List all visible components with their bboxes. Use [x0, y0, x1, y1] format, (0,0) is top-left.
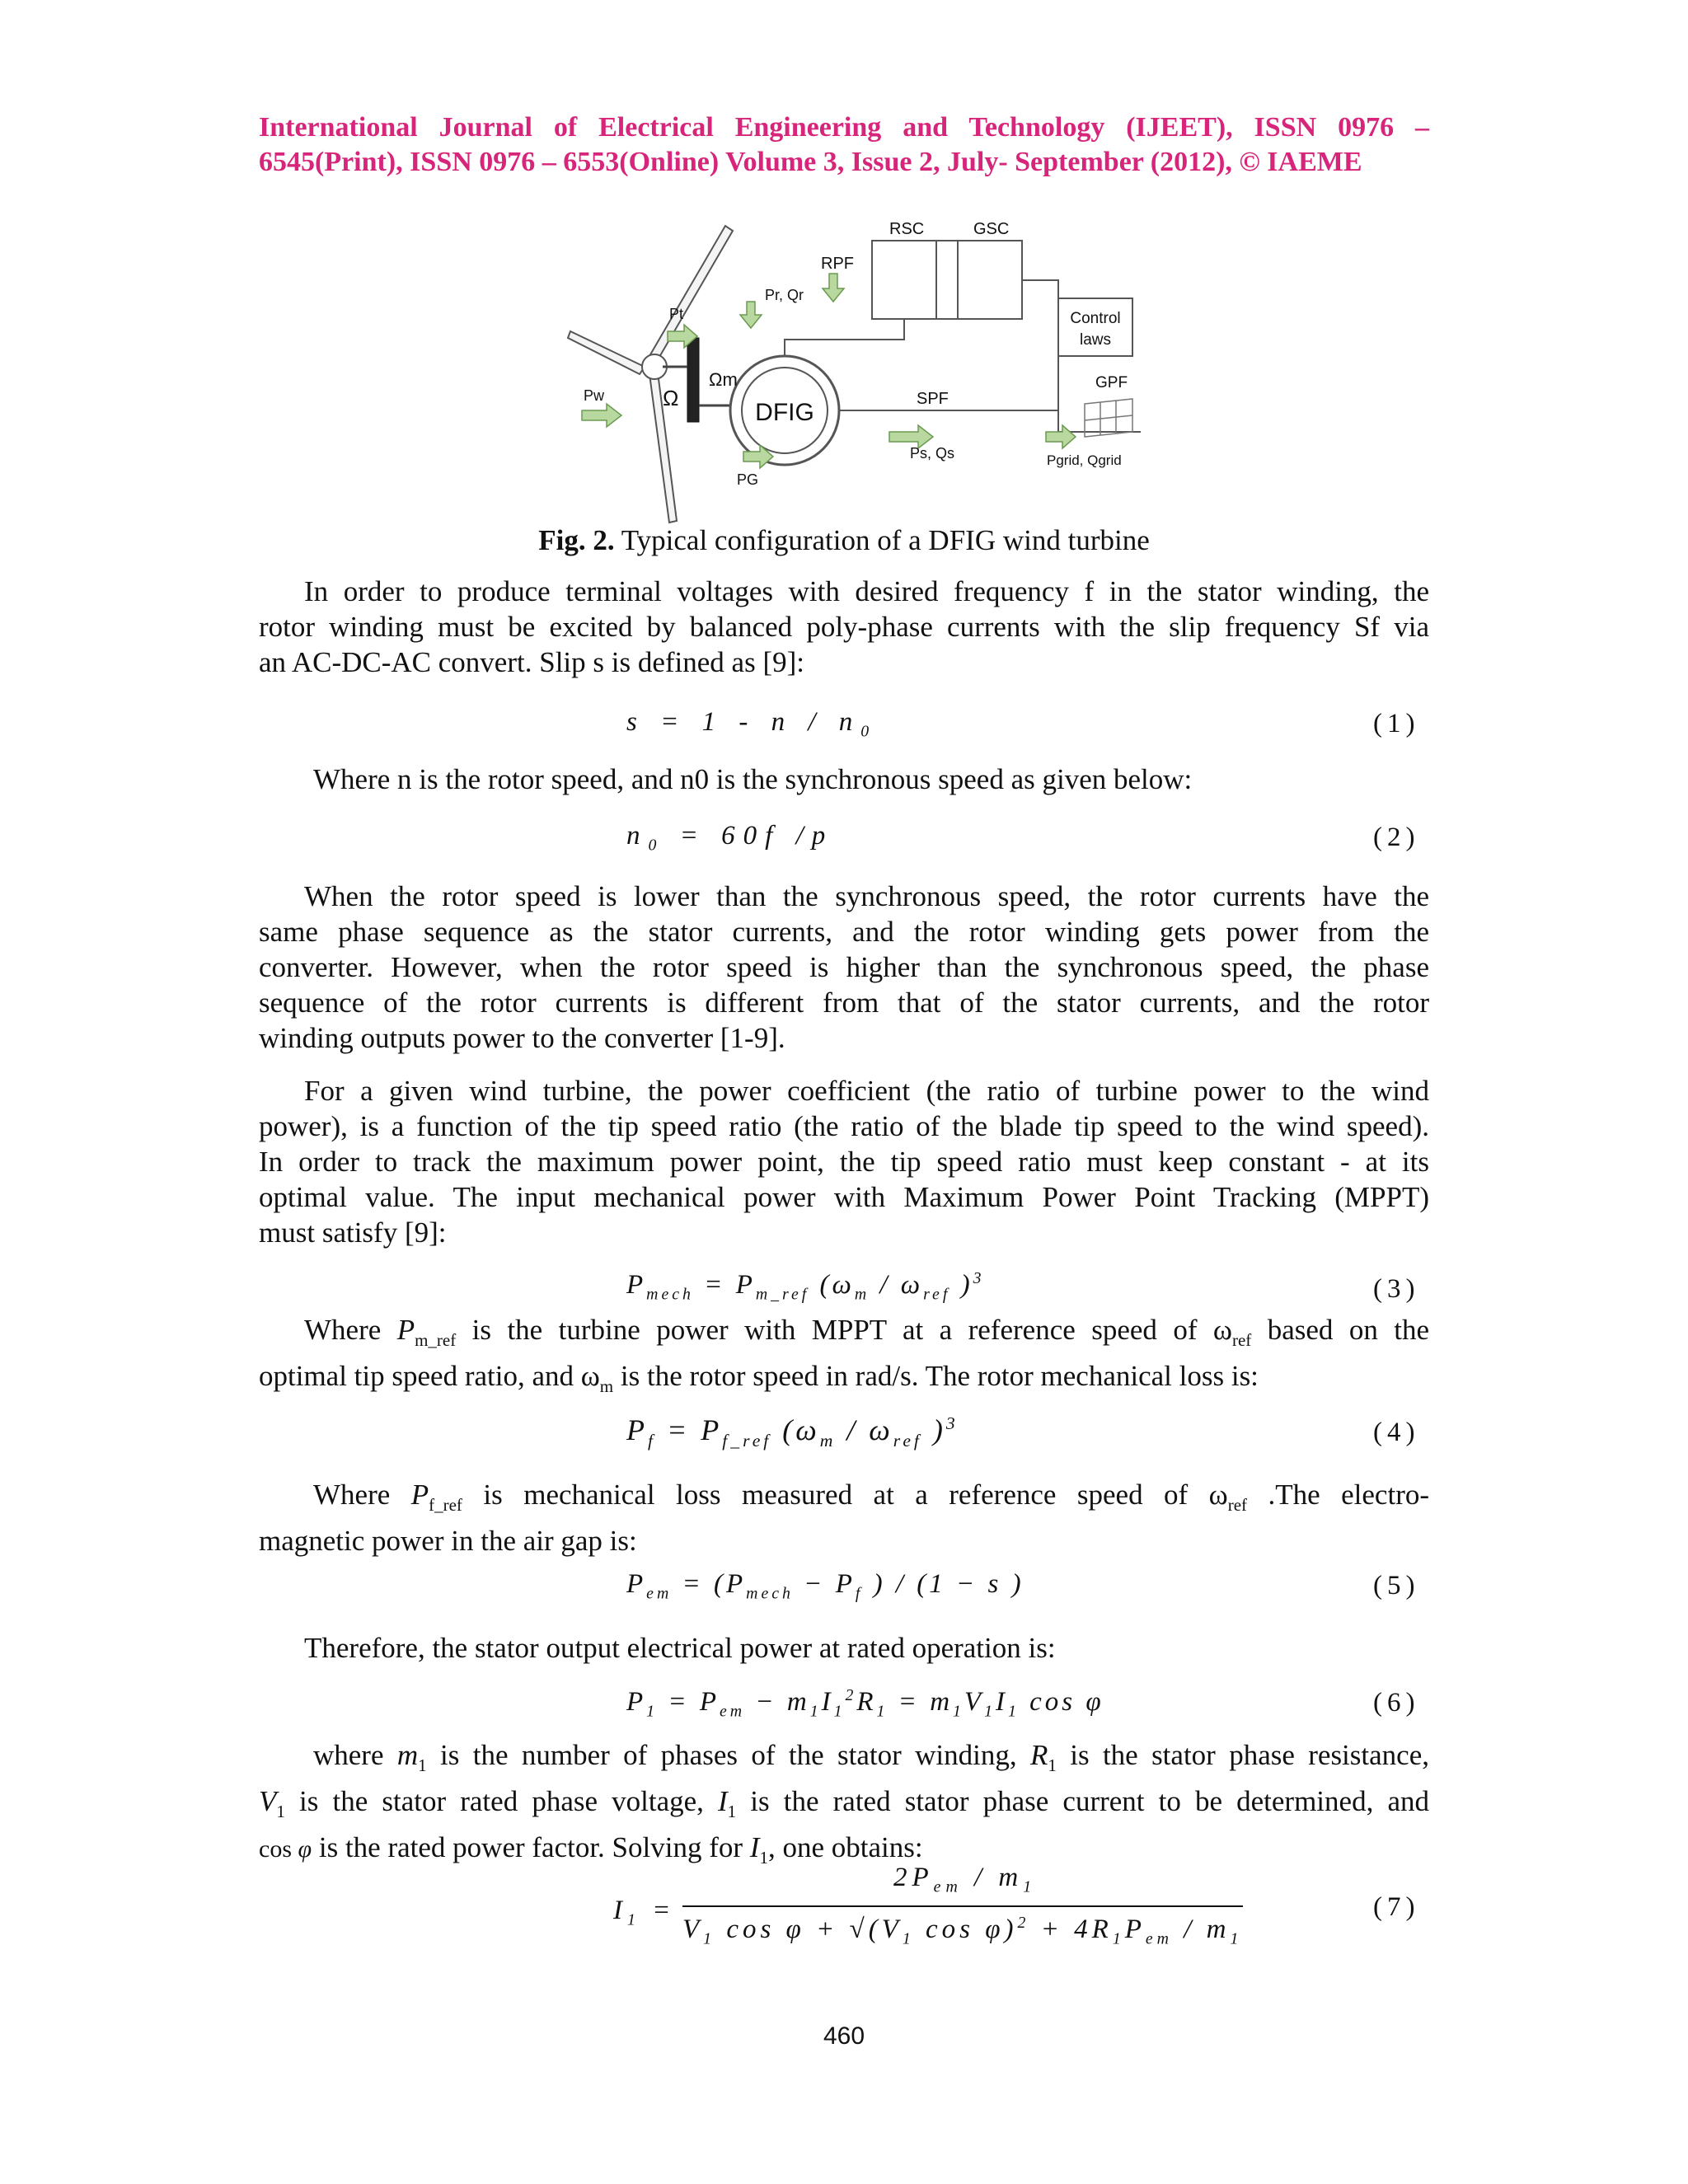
omega-t-label: Ω	[663, 386, 679, 410]
equation-7: $I_1$ = $2P_{em} / m_1$ $V_1$ $\cos \varphi + √(V_1$ $\cos \varphi)^2 + 4R_1P_{em} / m_1$	[613, 1863, 1243, 1948]
equation-6: $P_1 = P_{em} - m_1I_1^2R_1 = m_1V_1I_1$ cos φ	[626, 1686, 1104, 1721]
text-line: For a given wind turbine, the power coefficient (the ratio of turbine power to the wind	[304, 1075, 1429, 1107]
gsc-label: GSC	[973, 220, 1010, 238]
equation-5-number: (5)	[1373, 1571, 1420, 1601]
text-line: rotor winding must be excited by balanced poly-phase currents with the slip frequency Sf via	[259, 611, 1429, 643]
text-line: an AC-DC-AC convert. Slip s is defined as [9]:	[259, 646, 804, 678]
journal-header	[259, 110, 1429, 180]
pg-label: PG	[737, 471, 759, 488]
equation-5: $P_{em} = (P_{mech} - P_f$ ) / (1 − s )	[626, 1569, 1025, 1603]
header-line-1: International Journal of Electrical Engineering and Technology (IJEET), ISSN 0976 –	[259, 112, 1429, 143]
text-line: Therefore, the stator output electrical power at rated operation is:	[304, 1632, 1056, 1664]
control-label-2: laws	[1079, 331, 1112, 349]
text-line: In order to track the maximum power point, the tip speed ratio must keep constant - at its	[259, 1146, 1429, 1178]
omega-m-label: Ωm	[709, 369, 738, 390]
equation-3-number: (3)	[1373, 1274, 1420, 1304]
equation-3: $P_{mech} = P_{m\_ref}$ ($\omega_m / \omega_{ref}$ )$^3$	[626, 1269, 985, 1304]
paragraph-1	[259, 574, 1429, 680]
wind-turbine-rotor	[568, 226, 733, 523]
rpf-arrow	[823, 274, 844, 302]
text-line: must satisfy [9]:	[259, 1216, 447, 1249]
equation-1: $s = 1 - n / n_0$	[626, 707, 878, 741]
text-line: winding outputs power to the converter [1-9].	[259, 1022, 785, 1054]
paragraph-6: Where $P_{f\_ref}$ is mechanical loss measured at a reference speed of $\omega_{ref}$ .The electro- magnetic power in the air gap is:	[259, 1479, 1429, 1557]
ps-qs-label: Ps, Qs	[910, 445, 955, 462]
text-line: In order to produce terminal voltages with desired frequency f in the stator winding, the	[304, 575, 1429, 607]
figure-caption	[0, 524, 1688, 557]
rsc-label: RSC	[889, 220, 925, 238]
spf-label: SPF	[917, 390, 949, 408]
equation-1-number: (1)	[1373, 709, 1420, 738]
equation-4: $P_f = P_{f\_ref}$ ($\omega_m / \omega_{ref}$ )$^3$	[626, 1413, 959, 1451]
equation-4-number: (4)	[1373, 1418, 1420, 1447]
prqr-arrow	[740, 302, 762, 328]
rpf-label: RPF	[821, 255, 854, 273]
header-line-2: 6545(Print), ISSN 0976 – 6553(Online) Volume 3, Issue 2, July- September (2012), © IAEME	[259, 147, 1362, 177]
pgrid-arrow	[1046, 425, 1076, 448]
dfig-label: DFIG	[755, 399, 814, 426]
pw-label: Pw	[584, 387, 605, 404]
pr-qr-label: Pr, Qr	[765, 287, 804, 303]
pt-label: Pt	[669, 306, 684, 322]
equation-6-number: (6)	[1373, 1688, 1420, 1718]
page-number: 460	[823, 2022, 865, 2050]
text-line: converter. However, when the rotor speed is higher than the synchronous speed, the phase	[259, 951, 1429, 983]
paragraph-5: Where $P_{m\_ref}$ is the turbine power with MPPT at a reference speed of $\omega_{ref}$ based on the optimal tip speed ratio, and $\omega_m$ is the rotor speed in rad/s. The rotor mechanical loss is:	[259, 1314, 1430, 1396]
caption-label: Fig. 2.	[538, 524, 615, 556]
paragraph-8: where $m_1$ is the number of phases of the stator winding, $R_1$ is the stator phase resistance, $V_1$ is the stator rated phase voltage, $I_1$ is the rated stator phase current to be determined, and cos φ is the rated power factor. Solving for $I_1$, one obtains:	[259, 1739, 1429, 1868]
equation-7-number: (7)	[1373, 1892, 1420, 1922]
text-line: When the rotor speed is lower than the synchronous speed, the rotor currents have the	[304, 880, 1429, 912]
paragraph-2	[259, 762, 1429, 797]
text-line: Where n is the rotor speed, and n0 is the synchronous speed as given below:	[313, 763, 1193, 795]
text-line: optimal value. The input mechanical power with Maximum Power Point Tracking (MPPT)	[259, 1181, 1429, 1213]
dfig-machine	[730, 356, 839, 465]
text-line: sequence of the rotor currents is different from that of the stator currents, and the rotor	[259, 987, 1429, 1019]
dfig-diagram	[564, 216, 1141, 529]
pgrid-label: Pgrid, Qgrid	[1047, 452, 1122, 468]
paragraph-7	[259, 1630, 1429, 1666]
pw-arrow	[582, 404, 621, 427]
text-line: same phase sequence as the stator currents, and the rotor winding gets power from the	[259, 916, 1429, 948]
rsc-box	[872, 241, 936, 319]
dc-link-box	[936, 241, 958, 319]
equation-2: $n_0 = 60f$ /p	[626, 821, 834, 855]
control-label-1: Control	[1070, 310, 1121, 327]
caption-text: Typical configuration of a DFIG wind turbine	[614, 524, 1150, 556]
equation-2-number: (2)	[1373, 823, 1420, 852]
paragraph-3	[259, 879, 1429, 1056]
gsc-box	[958, 241, 1022, 319]
gearbox	[687, 338, 699, 422]
gpf-label: GPF	[1095, 374, 1128, 391]
text-line: power), is a function of the tip speed ratio (the ratio of the blade tip speed to the wind speed).	[259, 1110, 1429, 1142]
paragraph-4	[259, 1073, 1429, 1250]
